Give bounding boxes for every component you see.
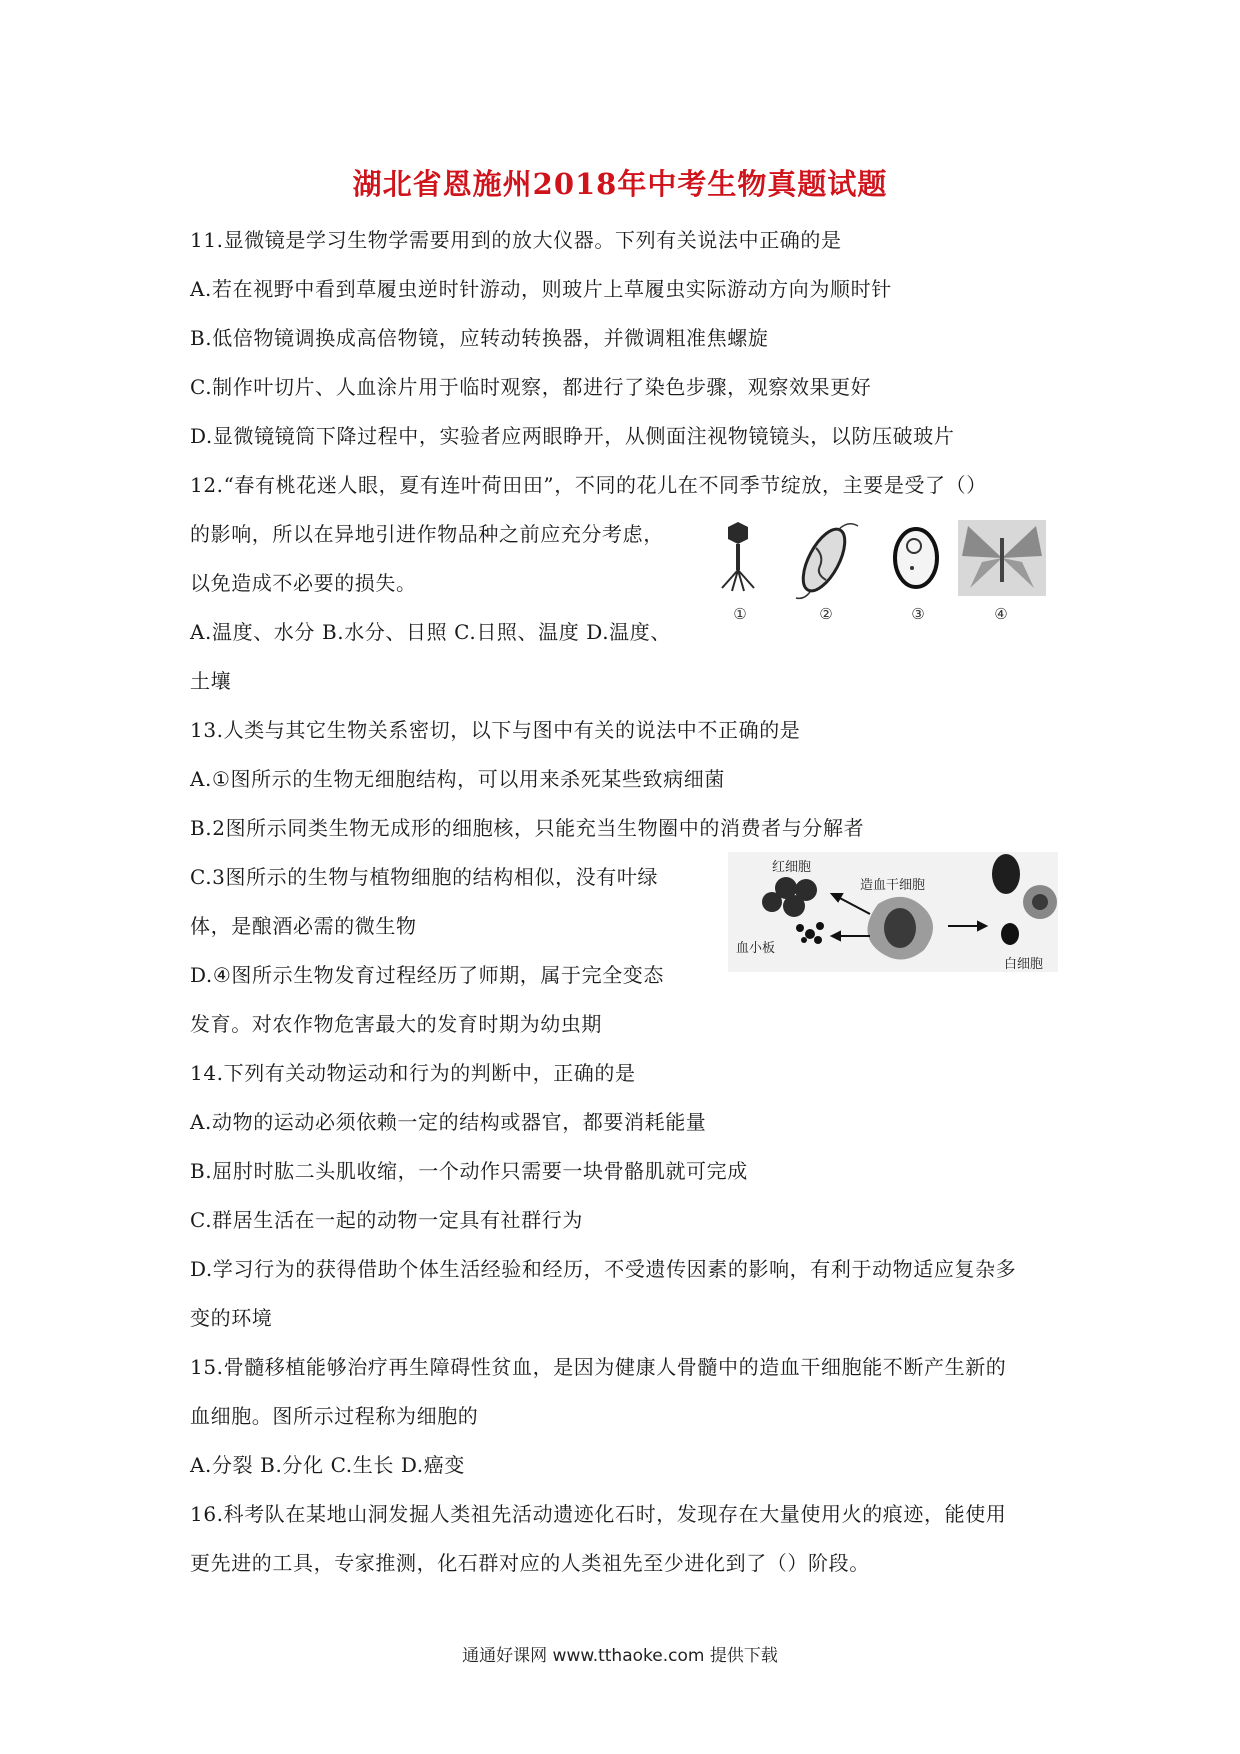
question-15-stem-line2: 血细胞。图所示过程称为细胞的: [190, 1404, 479, 1428]
organism-label-2: ②: [819, 605, 833, 623]
question-11-stem: 11.显微镜是学习生物学需要用到的放大仪器。下列有关说法中正确的是: [190, 228, 842, 252]
yeast-cell-icon: [895, 529, 937, 587]
question-14-option-d-cont: 变的环境: [190, 1306, 273, 1330]
page-title: 湖北省恩施州2018年中考生物真题试题: [352, 167, 888, 201]
footer-credit: 通通好课网 www.tthaoke.com 提供下载: [462, 1646, 778, 1666]
question-13-option-b: B.2图所示同类生物无成形的细胞核，只能充当生物圈中的消费者与分解者: [190, 816, 865, 840]
question-14-option-a: A.动物的运动必须依赖一定的结构或器官，都要消耗能量: [190, 1110, 707, 1134]
question-14-stem: 14.下列有关动物运动和行为的判断中，正确的是: [190, 1061, 636, 1085]
question-15-stem: 15.骨髓移植能够治疗再生障碍性贫血，是因为健康人骨髓中的造血干细胞能不断产生新的: [190, 1355, 1007, 1379]
question-11-option-c: C.制作叶切片、人血涂片用于临时观察，都进行了染色步骤，观察效果更好: [190, 375, 872, 399]
organism-label-4: ④: [994, 605, 1008, 623]
blood-cell-figure: [728, 852, 1058, 972]
question-13-option-d-cont: 发育。对农作物危害最大的发育时期为幼虫期: [190, 1012, 602, 1036]
red-cell-label: 红细胞: [772, 860, 812, 875]
bacterium-icon: [795, 523, 858, 598]
stem-cell-label: 造血干细胞: [860, 878, 926, 893]
question-11-option-d: D.显微镜镜筒下降过程中，实验者应两眼睁开，从侧面注视物镜镜头，以防压破玻片: [190, 424, 955, 448]
question-13-option-c: C.3图所示的生物与植物细胞的结构相似，没有叶绿: [190, 865, 659, 889]
organisms-figure: [712, 518, 1057, 626]
question-12-options-cont: 土壤: [190, 669, 232, 693]
question-12-stem-line3: 以免造成不必要的损失。: [190, 571, 417, 595]
butterfly-icon: [958, 520, 1046, 596]
question-14-option-c: C.群居生活在一起的动物一定具有社群行为: [190, 1208, 583, 1232]
bacteriophage-icon: [722, 522, 754, 591]
question-13-stem: 13.人类与其它生物关系密切，以下与图中有关的说法中不正确的是: [190, 718, 801, 742]
white-cell-label: 白细胞: [1004, 957, 1044, 972]
question-12-options: A.温度、水分 B.水分、日照 C.日照、温度 D.温度、: [190, 620, 671, 644]
question-15-options: A.分裂 B.分化 C.生长 D.癌变: [190, 1453, 465, 1477]
question-11-option-a: A.若在视野中看到草履虫逆时针游动，则玻片上草履虫实际游动方向为顺时针: [190, 277, 892, 301]
question-14-option-d: D.学习行为的获得借助个体生活经验和经历，不受遗传因素的影响，有利于动物适应复杂多: [190, 1257, 1017, 1281]
question-16-stem-line2: 更先进的工具，专家推测，化石群对应的人类祖先至少进化到了（）阶段。: [190, 1551, 870, 1575]
question-13-option-d: D.④图所示生物发育过程经历了师期，属于完全变态: [190, 963, 665, 987]
platelet-label: 血小板: [736, 941, 776, 956]
organism-label-1: ①: [733, 605, 747, 623]
question-12-stem-line2: 的影响，所以在异地引进作物品种之前应充分考虑，: [190, 522, 664, 546]
question-11-option-b: B.低倍物镜调换成高倍物镜，应转动转换器，并微调粗准焦螺旋: [190, 326, 769, 350]
question-14-option-b: B.屈肘时肱二头肌收缩，一个动作只需要一块骨骼肌就可完成: [190, 1159, 748, 1183]
organism-label-3: ③: [911, 605, 925, 623]
question-13-option-a: A.①图所示的生物无细胞结构，可以用来杀死某些致病细菌: [190, 767, 725, 791]
question-16-stem: 16.科考队在某地山洞发掘人类祖先活动遗迹化石时，发现存在大量使用火的痕迹，能使用: [190, 1502, 1007, 1526]
question-13-option-c-cont: 体，是酿酒必需的微生物: [190, 914, 417, 938]
question-12-stem: 12.“春有桃花迷人眼，夏有连叶荷田田”，不同的花儿在不同季节绽放，主要是受了（）: [190, 473, 987, 497]
